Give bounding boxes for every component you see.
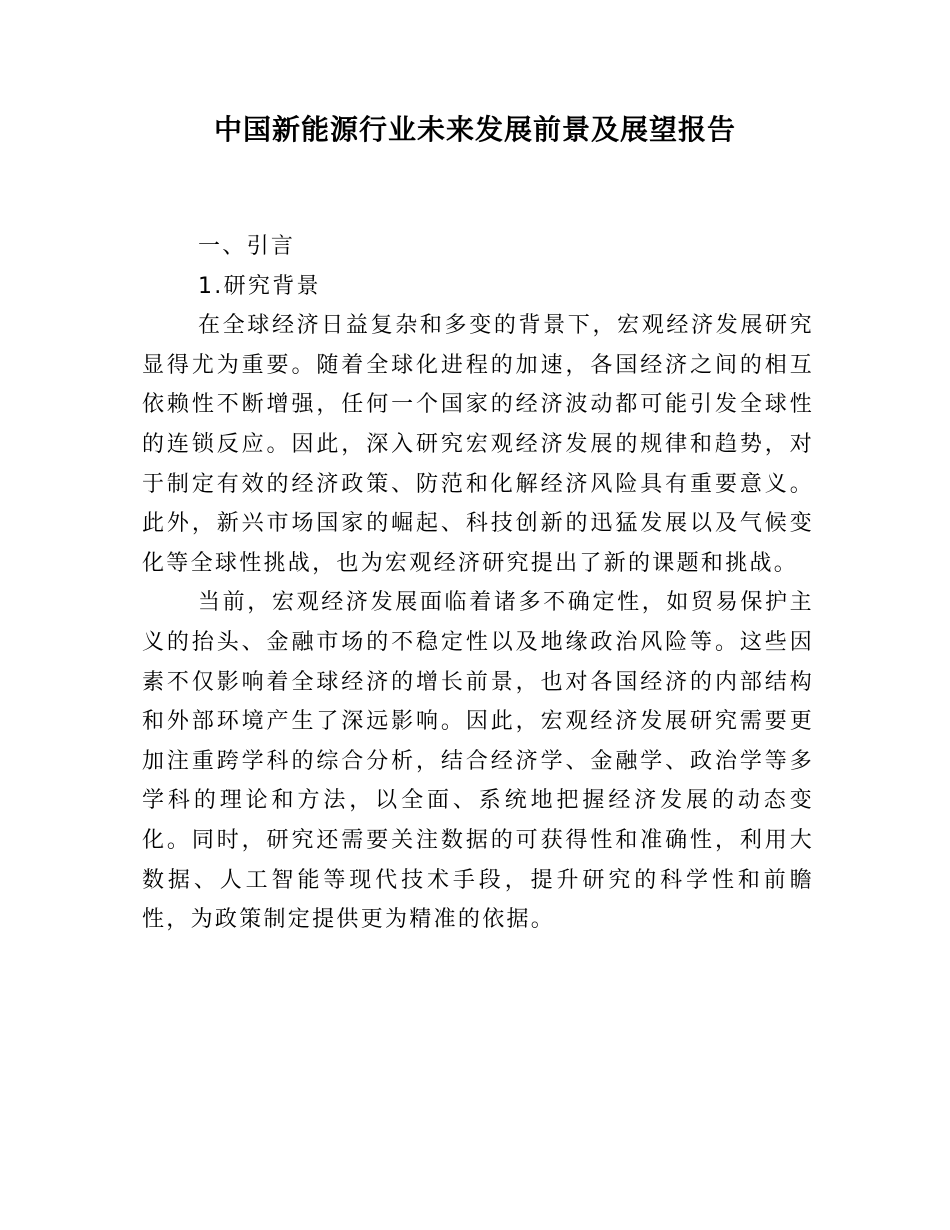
paragraph-1: 在全球经济日益复杂和多变的背景下，宏观经济发展研究显得尤为重要。随着全球化进程的加速，各国经济之间的相互依赖性不断增强，任何一个国家的经济波动都可能引发全球性的连锁反应。因此，深入研究宏观经济发展的规律和趋势，对于制定有效的经济政策、防范和化解经济风险具有重要意义。此外，新兴市场国家的崛起、科技创新的迅猛发展以及气候变化等全球性挑战，也为宏观经济研究提出了新的课题和挑战。 [142,313,814,576]
subsection-heading: 1.研究背景 [198,273,321,299]
document-body [142,227,814,940]
paragraph-2: 当前，宏观经济发展面临着诸多不确定性，如贸易保护主义的抬头、金融市场的不稳定性以及地缘政治风险等。这些因素不仅影响着全球经济的增长前景，也对各国经济的内部结构和外部环境产生了深远影响。因此，宏观经济发展研究需要更加注重跨学科的综合分析，结合经济学、金融学、政治学等多学科的理论和方法，以全面、系统地把握经济发展的动态变化。同时，研究还需要关注数据的可获得性和准确性，利用大数据、人工智能等现代技术手段，提升研究的科学性和前瞻性，为政策制定提供更为精准的依据。 [142,590,814,933]
document-title: 中国新能源行业未来发展前景及展望报告 [213,113,736,146]
section-heading: 一、引言 [198,234,296,259]
